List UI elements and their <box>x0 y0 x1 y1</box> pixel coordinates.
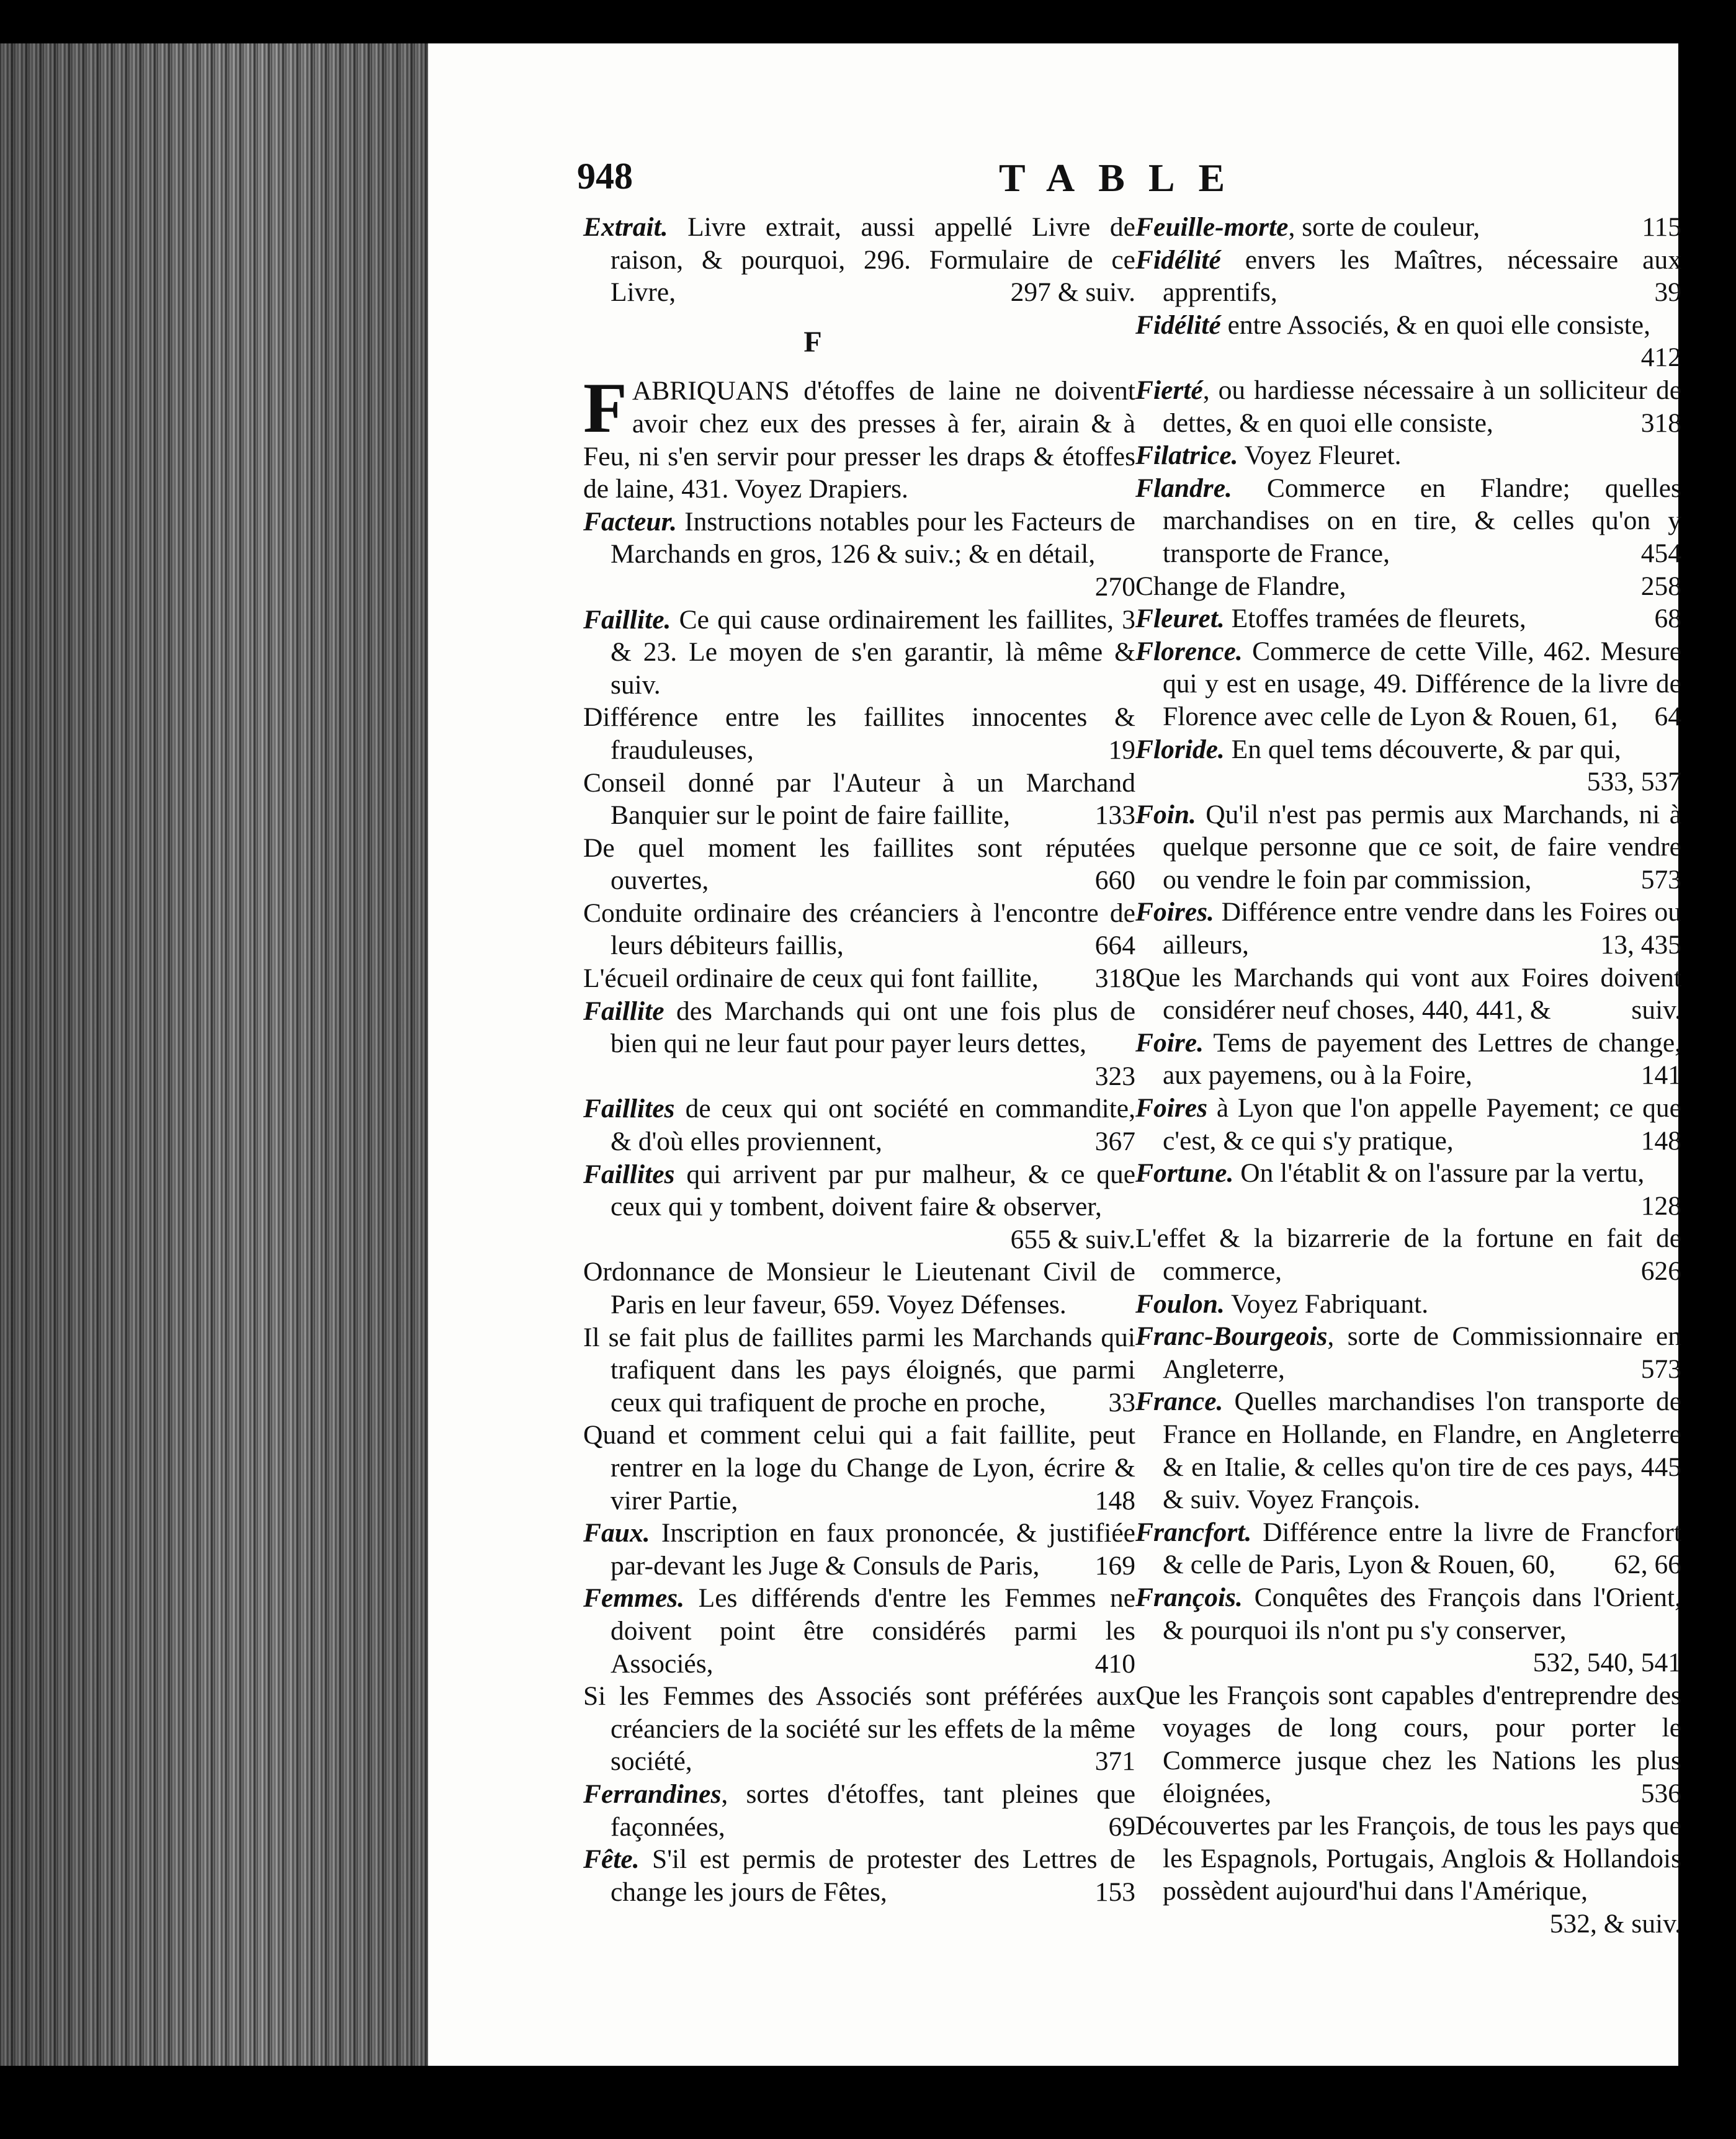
scan-border-right <box>1678 0 1736 2139</box>
index-entry <box>1135 244 1681 309</box>
index-entry <box>1135 472 1681 570</box>
scan-border-top <box>0 0 1736 43</box>
entry-term: Foires. <box>1135 897 1214 927</box>
entry-text: S'il est permis de protester des Lettres de change les jours de Fêtes, <box>611 1844 1136 1907</box>
index-entry <box>583 211 1135 309</box>
entry-text: L'écueil ordinaire de ceux qui font faillite, <box>583 963 1039 994</box>
index-entry <box>1135 211 1681 244</box>
entry-page-ref: 297 & suiv. <box>1010 277 1135 308</box>
entry-text: Ordonnance de Monsieur le Lieutenant Civil de Paris en leur faveur, 659. Voyez Défenses. <box>583 1257 1135 1320</box>
entry-page-ref: 13, 435 <box>1600 930 1681 960</box>
book-fore-edge <box>0 0 428 2139</box>
entry-page-ref: 371 <box>1094 1746 1135 1777</box>
entry-page-ref: 19 <box>1108 735 1135 765</box>
index-entry <box>583 962 1135 995</box>
entry-text: des Marchands qui ont une fois plus de bien qui ne leur faut pour payer leurs dettes, <box>611 996 1135 1059</box>
page-header <box>577 155 1657 211</box>
entry-page-ref: 536 <box>1640 1778 1681 1808</box>
index-entry <box>583 832 1135 897</box>
entry-text: Etoffes tramées de fleurets, <box>1231 604 1526 634</box>
entry-text: De quel moment les faillites sont réputées ouvertes, <box>583 833 1135 896</box>
index-entry <box>1135 962 1681 1027</box>
index-entry <box>1135 1810 1681 1940</box>
index-entry <box>583 995 1135 1093</box>
entry-text: Instructions notables pour les Facteurs de Marchands en gros, 126 & suiv.; & en détail, <box>611 506 1135 569</box>
right-column <box>1135 211 1681 1940</box>
entry-text: L'effet & la bizarrerie de la fortune en fait de commerce, <box>1135 1223 1681 1286</box>
entry-page-ref: 626 <box>1640 1256 1681 1286</box>
entry-term: Faux. <box>583 1518 650 1548</box>
index-entry <box>583 767 1135 832</box>
index-entry <box>1135 733 1681 798</box>
entry-page-ref: 532, & suiv. <box>1549 1908 1681 1939</box>
entry-text: Que les Marchands qui vont aux Foires doivent considérer neuf choses, 440, 441, & <box>1135 962 1681 1025</box>
entry-page-ref: 323 <box>1094 1061 1135 1091</box>
entry-term: Feuille-morte <box>1135 212 1289 242</box>
index-entry <box>583 506 1135 604</box>
entry-term: Femmes. <box>583 1583 685 1614</box>
entry-page-ref: 318 <box>1640 408 1681 438</box>
index-entry <box>583 1419 1135 1517</box>
entry-page-ref: 410 <box>1094 1648 1135 1679</box>
entry-text: Commerce de cette Ville, 462. Mesure qui y est en usage, 49. Différence de la livre de Florence avec celle de Lyon & Rouen, 61, <box>1163 636 1681 731</box>
entry-text: de ceux qui ont société en commandite, & d'où elles proviennent, <box>611 1094 1135 1157</box>
entry-text: Conquêtes des François dans l'Orient, & pourquoi ils n'ont pu s'y conserver, <box>1163 1582 1681 1645</box>
index-entry <box>583 1256 1135 1321</box>
entry-page-ref: 664 <box>1094 931 1135 961</box>
index-entry <box>583 1321 1135 1419</box>
entry-term: François. <box>1135 1582 1243 1612</box>
page-edges-shade <box>0 0 428 2139</box>
entry-term: Foin. <box>1135 799 1196 829</box>
entry-text: Découvertes par les François, de tous les pays que les Espagnols, Portugais, Anglois & Hollandois possèdent aujourd'hui dans l'Amérique, <box>1135 1811 1681 1906</box>
entry-text: Que les François sont capables d'entreprendre des voyages de long cours, pour porter le Commerce jusque chez les Nations les plus éloignées, <box>1135 1680 1681 1808</box>
index-entry <box>1135 309 1681 374</box>
index-entry <box>1135 635 1681 733</box>
entry-term: Fidélité <box>1135 244 1221 275</box>
index-entry <box>1135 374 1681 439</box>
index-entry <box>583 1582 1135 1680</box>
index-entry <box>583 1680 1135 1778</box>
entry-page-ref: 318 <box>1094 963 1135 994</box>
entry-term: Florence. <box>1135 636 1243 666</box>
entry-term: Faillite. <box>583 604 671 635</box>
entry-text: Voyez Fleuret. <box>1244 440 1402 471</box>
entry-term: Floride. <box>1135 734 1225 764</box>
entry-text: Conseil donné par l'Auteur à un Marchand Banquier sur le point de faire faillite, <box>583 767 1135 831</box>
entry-text: envers les Maîtres, nécessaire aux apprentifs, <box>1163 244 1681 308</box>
entry-page-ref: 68 <box>1654 604 1681 634</box>
entry-page-ref: suiv. <box>1631 995 1681 1025</box>
entry-term: France. <box>1135 1387 1224 1417</box>
scan-border-bottom <box>0 2066 1736 2139</box>
index-entry <box>1135 1027 1681 1092</box>
index-entry <box>583 1843 1135 1908</box>
entry-term: Fortune. <box>1135 1158 1234 1189</box>
entry-term: Filatrice. <box>1135 440 1238 471</box>
entry-text: Livre extrait, aussi appellé Livre de raison, & pourquoi, 296. Formulaire de ce Livre, <box>611 212 1135 308</box>
entry-term: Foires <box>1135 1093 1208 1123</box>
entry-text: Inscription en faux prononcée, & justifiée par-devant les Juge & Consuls de Paris, <box>611 1518 1135 1581</box>
index-entry <box>1135 1679 1681 1810</box>
entry-term: Facteur. <box>583 506 678 537</box>
drop-cap: F <box>583 368 627 449</box>
entry-page-ref: 573 <box>1640 864 1681 895</box>
index-entry <box>583 1778 1135 1843</box>
entry-page-ref: 64 <box>1654 701 1681 731</box>
index-entry <box>1135 1222 1681 1287</box>
entry-term: Foire. <box>1135 1027 1204 1058</box>
entry-term: Faillites <box>583 1159 675 1189</box>
running-title: TABLE <box>999 156 1249 200</box>
left-column <box>583 211 1135 1908</box>
entry-text: Il se fait plus de faillites parmi les Marchands qui trafiquent dans les pays éloignés, que parmi ceux qui trafiquent de proche en proche, <box>583 1322 1135 1418</box>
index-entry <box>583 368 1135 505</box>
entry-page-ref: 148 <box>1094 1485 1135 1516</box>
index-entry <box>583 1517 1135 1582</box>
entry-text: En quel tems découverte, & par qui, <box>1231 734 1621 764</box>
entry-page-ref: 660 <box>1094 865 1135 896</box>
entry-text: Quand et comment celui qui a fait faillite, peut rentrer en la loge du Change de Lyon, écrire & virer Partie, <box>583 1420 1135 1516</box>
entry-text: Différence entre la livre de Francfort & celle de Paris, Lyon & Rouen, 60, <box>1163 1517 1681 1580</box>
entry-page-ref: 367 <box>1094 1127 1135 1157</box>
entry-term: Ferrandines <box>583 1779 722 1809</box>
entry-term: Faillite <box>583 996 664 1026</box>
entry-text: entre Associés, & en quoi elle consiste, <box>1227 310 1650 340</box>
entry-term: Fleuret. <box>1135 604 1225 634</box>
entry-page-ref: 39 <box>1654 277 1681 308</box>
entry-page-ref: 148 <box>1640 1125 1681 1156</box>
entry-term: Foulon. <box>1135 1288 1225 1319</box>
entry-page-ref: 533, 537 <box>1586 767 1681 797</box>
entry-text: Qu'il n'est pas permis aux Marchands, ni à quelque personne que ce soit, de faire vendre ou vendre le foin par commission, <box>1163 799 1682 895</box>
entry-term: Faillites <box>583 1094 675 1124</box>
entry-text: Les différends d'entre les Femmes ne doivent point être considérés parmi les Associés, <box>611 1583 1136 1679</box>
entry-text: Si les Femmes des Associés sont préférées aux créanciers de la société sur les effets de la même société, <box>583 1681 1135 1777</box>
index-entry <box>583 701 1135 766</box>
entry-page-ref: 141 <box>1640 1060 1681 1091</box>
entry-text: On l'établit & on l'assure par la vertu, <box>1240 1158 1645 1189</box>
index-entry <box>1135 798 1681 896</box>
entry-text: Change de Flandre, <box>1135 571 1346 601</box>
entry-page-ref: 133 <box>1094 800 1135 831</box>
entry-page-ref: 454 <box>1640 538 1681 568</box>
entry-page-ref: 115 <box>1642 212 1681 242</box>
entry-page-ref: 532, 540, 541 <box>1532 1648 1681 1678</box>
index-entry <box>1135 1157 1681 1222</box>
index-entry <box>1135 1516 1681 1581</box>
index-entry <box>1135 439 1681 472</box>
entry-term: Fête. <box>583 1844 640 1875</box>
entry-term: Extrait. <box>583 212 668 242</box>
entry-text: Conduite ordinaire des créanciers à l'encontre de leurs débiteurs faillis, <box>583 898 1135 961</box>
entry-text: , ou hardiesse nécessaire à un solliciteur de dettes, & en quoi elle consiste, <box>1163 375 1681 438</box>
page-number: 948 <box>577 156 633 197</box>
entry-term: Flandre. <box>1135 473 1232 503</box>
entry-page-ref: 573 <box>1640 1354 1681 1384</box>
entry-term: Fierté <box>1135 375 1203 405</box>
entry-text: ABRIQUANS d'étoffes de laine ne doivent avoir chez eux des presses à fer, airain & à Feu, ni s'en servir pour presser les draps & étoffes de laine, 431. Voyez Drapiers. <box>583 376 1135 504</box>
entry-text: Différence entre les faillites innocentes & frauduleuses, <box>583 702 1135 765</box>
entry-text: Voyez Fabriquant. <box>1230 1288 1429 1319</box>
entry-page-ref: 270 <box>1094 571 1135 602</box>
index-entry <box>1135 896 1681 961</box>
entry-term: Franc-Bourgeois <box>1135 1321 1328 1352</box>
index-entry <box>583 604 1135 702</box>
entry-text: à Lyon que l'on appelle Payement; ce que c'est, & ce qui s'y pratique, <box>1163 1093 1681 1156</box>
index-entry <box>1135 1581 1681 1679</box>
entry-term: Fidélité <box>1135 310 1221 340</box>
entry-page-ref: 153 <box>1094 1877 1135 1907</box>
entry-text: Commerce en Flandre; quelles marchandises on en tire, & celles qu'on y transporte de France, <box>1163 473 1681 568</box>
index-entry <box>1135 1288 1681 1321</box>
index-entry <box>1135 1092 1681 1157</box>
entry-page-ref: 169 <box>1094 1550 1135 1581</box>
entry-page-ref: 62, 66 <box>1614 1550 1681 1580</box>
index-entry <box>583 1092 1135 1158</box>
entry-term: Francfort. <box>1135 1517 1252 1547</box>
index-entry <box>1135 1320 1681 1385</box>
index-entry <box>1135 602 1681 635</box>
entry-page-ref: 128 <box>1640 1190 1681 1221</box>
entry-page-ref: 655 & suiv. <box>1010 1224 1135 1254</box>
index-entry <box>583 1158 1135 1256</box>
entry-page-ref: 412 <box>1640 342 1681 373</box>
entry-text: , sortes d'étoffes, tant pleines que façonnées, <box>611 1779 1135 1842</box>
entry-text: , sorte de Commissionnaire en Angleterre, <box>1163 1321 1681 1384</box>
entry-text: , sorte de couleur, <box>1288 212 1480 242</box>
entry-text: Ce qui cause ordinairement les faillites, 3 & 23. Le moyen de s'en garantir, là même & suiv. <box>611 604 1135 700</box>
section-letter: F <box>803 325 822 359</box>
entry-page-ref: 258 <box>1640 571 1681 601</box>
entry-text: Tems de payement des Lettres de change, aux payemens, ou à la Foire, <box>1163 1027 1681 1091</box>
index-entry <box>1135 570 1681 603</box>
index-entry <box>583 897 1135 962</box>
index-entry <box>1135 1385 1681 1516</box>
entry-text: Différence entre vendre dans les Foires ou ailleurs, <box>1163 897 1681 960</box>
entry-text: qui arrivent par pur malheur, & ce que ceux qui y tombent, doivent faire & observer, <box>611 1159 1136 1222</box>
entry-text: Quelles marchandises l'on transporte de France en Hollande, en Flandre, en Angleterre & en Italie, & celles qu'on tire de ces pays, 445 & suiv. Voyez François. <box>1163 1387 1682 1515</box>
entry-page-ref: 69 <box>1108 1811 1135 1842</box>
entry-page-ref: 33 <box>1108 1387 1135 1418</box>
